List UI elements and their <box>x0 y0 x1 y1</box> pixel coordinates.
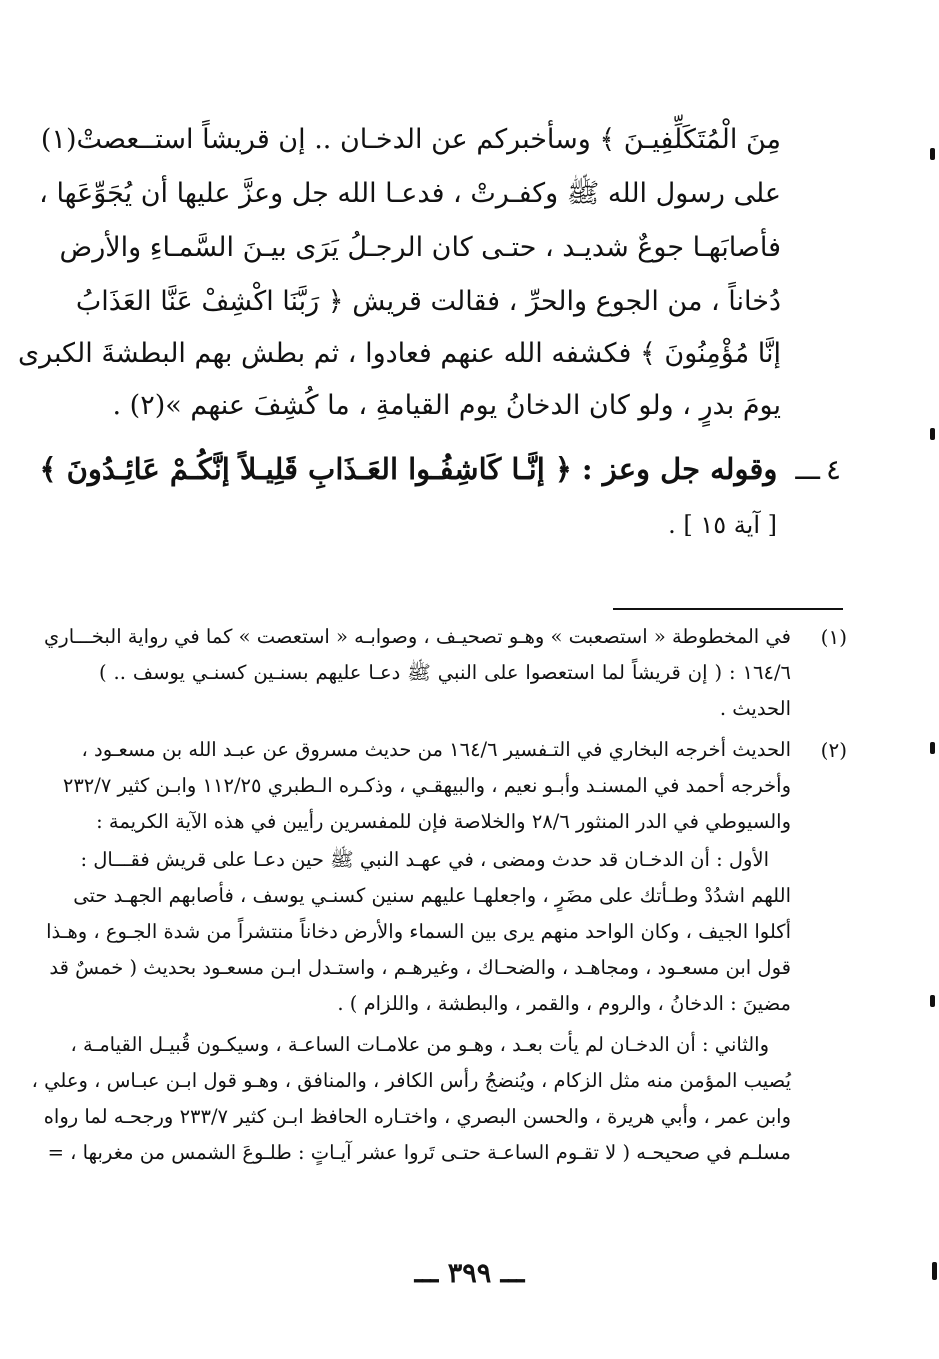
main-text-line-4: دُخاناً ، من الجوع والحرِّ ، فقالت قريش ﴿ رَبَّنَا اكْشِفْ عَنَّا العَذَابُ <box>75 286 781 317</box>
footnote-separator <box>613 608 843 610</box>
main-text-line-2: على رسول الله ﷺ وكفـرتْ ، فدعـا الله جل وعزَّ عليها أن يُجَوِّعَها ، <box>39 178 781 209</box>
footnote-1-number: (١) <box>820 625 847 649</box>
footnote-2-line-5: اللهم اشدُدْ وطـأتك على مضَرٍ ، واجعلهـا عليهم سنين كسنـي يوسف ، فأصابهم الجهـد حتى <box>73 884 791 907</box>
footnote-2-line-6: أكلوا الجيف ، وكان الواحد منهم يرى بين السماء والأرض دخاناً منتشراً من شدة الجـوع ، وهـذا <box>46 920 791 943</box>
footnote-2-line-1: الحديث أخرجه البخاري في التـفسير ١٦٤/٦ من حديث مسروق عن عبـد الله بن مسعـود ، <box>81 738 791 761</box>
verse-heading <box>39 444 841 494</box>
scan-edge-mark <box>932 1262 937 1280</box>
footnote-2-line-9: والثاني : أن الدخـان لم يأت بعـد ، وهـو من علامـات الساعـة ، وسيكـون قُبيـل القيامـة ، <box>70 1033 769 1056</box>
footnote-1-line-1: في المخطوطة « استصعبت » وهـو تصحيـف ، وصوابـه « استعصت » كما في رواية البخـــاري <box>44 625 791 648</box>
footnote-2-line-11: وابن عمر ، وأبي هريرة ، والحسن البصري ، واختـاره الحافظ ابـن كثير ٢٣٣/٧ ورجحـه لما رواه <box>43 1105 791 1128</box>
main-text-line-1: مِنَ الْمُتَكَلِّفِيـنَ ﴾ وسأخبركم عن الدخـان .. إن قريشاً استــعصتْ(١) <box>40 124 781 155</box>
main-text-line-6: يومَ بدرٍ ، ولو كان الدخانُ يوم القيامةِ ، ما كُشِفَ عنهم »(٢) . <box>112 390 781 421</box>
footnote-2-line-2: وأخرجه أحمد في المسنـد وأبـو نعيم ، والبيهقـي ، وذكـره الـطبري ١١٢/٢٥ وابـن كثير ٢٣٢/٧ <box>62 774 791 797</box>
footnote-2-line-4: الأول : أن الدخـان قد حدث ومضى ، في عهـد النبي ﷺ حين دعـا على قريش فقـــال : <box>80 848 769 871</box>
main-text-line-3: فأصابَهـا جوعٌ شديـد ، حتـى كان الرجـلُ يَرَى بيـنَ السَّمـاءِ والأرض <box>59 232 781 263</box>
footnote-2-line-10: يُصيب المؤمن منه مثل الزكام ، ويُنضجُ رأس الكافر ، والمنافق ، وهـو قول ابـن عبـاس ، وعلي ، <box>31 1069 791 1092</box>
scan-edge-mark <box>930 428 935 440</box>
verse-intro: وقوله جل وعز : <box>581 452 778 486</box>
verse-number: ٤ <box>825 452 841 486</box>
main-text-line-5: إنَّا مُؤْمِنُونَ ﴾ فكشفه الله عنهم فعادوا ، ثم بطش بهم البطشةَ الكبرى <box>17 338 781 369</box>
verse-text: ﴿ إنَّـا كَاشِفُـوا العَـذَابِ قَلِيـلاً إنَّكُـمْ عَائِـدُونَ ﴾ <box>39 452 572 486</box>
page-number: ـــ ٣٩٩ ـــ <box>414 1258 525 1289</box>
verse-dash: ـــ <box>795 452 820 486</box>
footnote-2-line-8: مضينَ : الدخانُ ، والروم ، والقمر ، والبطشة ، واللزام ) . <box>337 992 791 1015</box>
footnote-2-line-7: قول ابن مسعـود ، ومجاهـد ، والضحـاك ، وغيرهـم ، واستـدل ابـن مسعـود بحديث ( خمسٌ قد <box>49 956 791 979</box>
footnote-2-number: (٢) <box>820 738 847 762</box>
footnote-1-line-3: الحديث . <box>719 697 791 720</box>
scan-edge-mark <box>930 742 935 754</box>
scan-edge-mark <box>930 148 935 160</box>
footnote-2-line-12: مسلـم في صحيحـه ( لا تقـوم الساعـة حتـى تَروا عشر آيـاتٍ : طلـوعَ الشمس من مغربها ، = <box>47 1141 791 1164</box>
verse-reference: [ آية ١٥ ] . <box>668 511 777 539</box>
footnote-2-line-3: والسيوطي في الدر المنثور ٢٨/٦ والخلاصة فإن للمفسرين رأيين في هذه الآية الكريمة : <box>96 810 791 833</box>
footnote-1-line-2: ١٦٤/٦ : ( إن قريشاً لما استعصوا على النبي ﷺ دعـا عليهم بسنـين كسنـي يوسف .. ) <box>99 661 791 684</box>
scan-edge-mark <box>930 995 935 1007</box>
